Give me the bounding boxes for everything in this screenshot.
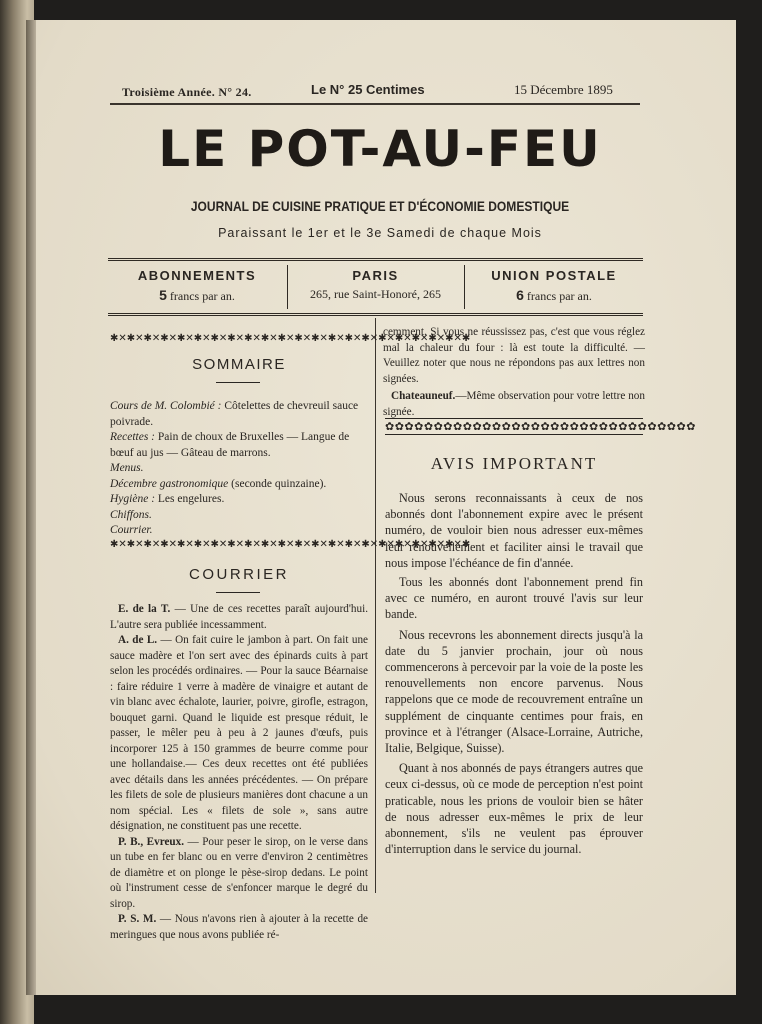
union-postale-price — [465, 287, 643, 304]
header-rule — [110, 103, 640, 105]
toc-item — [110, 399, 372, 430]
correspondent-name: P. S. M. — [118, 913, 157, 925]
newspaper-page — [36, 20, 736, 995]
avis-paragraph: Nous recevrons les abonnement directs jusqu'à la date du 5 janvier prochain, jour où nous commencerons à percevoir par la voie de la poste les renouvellements non encore parvenus. Nous rappelons que ce mode de recouvrement entraîne un supplément de cinquante centimes pour frais, en province et à l'étranger (Alsace-Lorraine, Autriche, Italie, Belgique, Suisse). — [385, 627, 643, 756]
correspondent-name: A. de L. — [118, 634, 158, 646]
toc-item-text: (seconde quinzaine). — [228, 477, 327, 490]
letter-reply — [383, 389, 645, 420]
courrier-heading: COURRIER — [188, 566, 289, 583]
letter-reply — [110, 835, 368, 913]
heading-underline — [216, 382, 260, 383]
toc-item-label: Cours de M. Colombié : — [110, 400, 222, 412]
reply-text: — On fait cuire le jambon à part. On fait une sauce madère et l'on sert avec des épinards cuits à part selon les procédés ordinaires. — Pour la sauce Béarnaise : faire réduire 1 verre à madère de vinaigre et autant de vin blanc avec échalote, laurier, poivre, girofle, estragon, bouquet garni. Quand le liquide est presque réduit, le passer, le mêler peu à peu à 2 jaunes d'œufs, puis incorporer 125 à 150 grammes de beurre comme pour une hollandaise.— Ces deux recettes ont été publiées avec détails dans les années précédentes. — On prépare les filets de sole de plusieurs manières dont chacune a un nom spécial. Les « filets de sole », sans autre désignation, ne constituent pas une recette. — [110, 634, 368, 832]
avis-paragraph: Nous serons reconnaissants à ceux de nos abonnés dont l'abonnement expire avec le présent numéro, de vouloir bien nous adresser eux-mêmes leur renouvellement et faciliter ainsi le travail que nous impose l'échéance de fin d'année. — [385, 491, 643, 570]
toc-item-label: Recettes : — [110, 431, 156, 443]
toc-item-text: Les engelures. — [155, 493, 225, 505]
paris-address: 265, rue Saint-Honoré, 265 — [310, 287, 441, 301]
toc-item — [110, 508, 372, 524]
continued-reply: cemment. Si vous ne réussissez pas, c'est que vous réglez mal la chaleur du four : là est toute la difficulté. — Veuillez noter que nous ne répondons pas aux lettres non signées. — [383, 326, 645, 385]
union-postale-heading: UNION POSTALE — [491, 268, 617, 283]
sommaire-heading: SOMMAIRE — [192, 356, 286, 373]
column-divider — [375, 318, 376, 893]
courrier-continuation — [383, 325, 645, 420]
toc-item — [110, 477, 372, 493]
toc-item-label: Chiffons. — [110, 508, 152, 521]
table-of-contents — [110, 399, 372, 539]
letter-reply — [110, 633, 368, 835]
reply-text: — Une de ces recettes paraît aujourd'hui. L'autre sera publiée incessamment. — [110, 603, 369, 631]
paris-heading: PARIS — [352, 268, 399, 283]
toc-item-text: Pain de choux de Bruxelles — Langue de bœuf au jus — Gâteau de marrons. — [110, 431, 350, 459]
toc-item — [110, 492, 372, 508]
subscription-union-postale — [465, 261, 643, 313]
toc-item-label: Menus. — [110, 462, 144, 474]
toc-item-text: Côtelettes de chevreuil sauce poivrade. — [110, 400, 359, 428]
masthead-title: LE POT-AU-FEU — [158, 120, 602, 178]
reply-text: — Nous n'avons rien à ajouter à la recette de meringues que nous avons publiée ré- — [110, 913, 368, 941]
issue-date: 15 Décembre 1895 — [514, 82, 613, 97]
flower-ornament-rule: ✿✿✿✿✿✿✿✿✿✿✿✿✿✿✿✿✿✿✿✿✿✿✿✿✿✿✿✿✿✿✿✿ — [385, 418, 643, 435]
toc-item-label: Courrier. — [110, 524, 153, 536]
subscription-paris — [288, 261, 463, 313]
reply-text: —Même observation pour votre lettre non signée. — [383, 390, 645, 418]
subscription-banner — [108, 258, 643, 316]
abonnements-amount: 5 — [159, 287, 167, 303]
star-ornament-rule: ✱✕✱✕✱✕✱✕✱✕✱✕✱✕✱✕✱✕✱✕✱✕✱✕✱✕✱✕✱✕✱✕✱✕✱✕✱✕✱✕✱✕✱ — [110, 333, 471, 344]
issue-number: Troisième Année. N° 24. — [122, 85, 252, 99]
courrier-body — [110, 602, 368, 943]
issue-price: Le N° 25 Centimes — [311, 82, 425, 97]
correspondent-name: Chateauneuf. — [391, 390, 456, 402]
masthead-subtitle: JOURNAL DE CUISINE PRATIQUE ET D'ÉCONOMIE DOMESTIQUE — [190, 198, 570, 214]
toc-item-label: Décembre gastronomique — [110, 477, 229, 490]
toc-item — [110, 430, 372, 461]
avis-paragraph: Quant à nos abonnés de pays étrangers autres que ceux ci-dessus, où ce mode de perception n'est point praticable, nous les prions de vouloir bien se hâter de nous adresser eux-mêmes le prix de leur abonnement, s'ils ne veulent pas éprouver d'interruption dans le service du journal. — [385, 761, 643, 857]
letter-reply — [110, 602, 368, 633]
page-paper — [36, 20, 736, 995]
avis-paragraph: Tous les abonnés dont l'abonnement prend fin avec ce numéro, en auront trouvé l'avis sur leur bande. — [385, 575, 643, 622]
reply-text: — Pour peser le sirop, on le verse dans un tube en fer blanc ou en verre d'environ 2 centimètres de diamètre et on plonge le pèse-sirop dedans. Le point où l'instrument cesse de s'enfoncer marque le degré du sirop. — [110, 835, 369, 910]
abonnements-price — [108, 287, 286, 304]
letter-reply — [110, 912, 368, 943]
heading-underline — [216, 592, 260, 593]
toc-item — [110, 461, 372, 477]
correspondent-name: E. de la T. — [118, 603, 171, 615]
toc-item-label: Hygiène : — [110, 493, 156, 505]
toc-item — [110, 523, 372, 539]
abonnements-unit: francs par an. — [166, 289, 235, 303]
abonnements-heading: ABONNEMENTS — [137, 268, 257, 283]
publication-frequency: Paraissant le 1er et le 3e Samedi de chaque Mois — [218, 226, 542, 240]
avis-heading: AVIS IMPORTANT — [430, 454, 598, 473]
star-ornament-rule: ✱✕✱✕✱✕✱✕✱✕✱✕✱✕✱✕✱✕✱✕✱✕✱✕✱✕✱✕✱✕✱✕✱✕✱✕✱✕✱✕✱✕✱ — [110, 539, 471, 550]
avis-body — [385, 490, 643, 857]
correspondent-name: P. B., Evreux. — [118, 835, 185, 848]
subscription-abonnements — [108, 261, 286, 313]
union-postale-amount: 6 — [516, 287, 524, 303]
union-postale-unit: francs par an. — [523, 289, 592, 303]
